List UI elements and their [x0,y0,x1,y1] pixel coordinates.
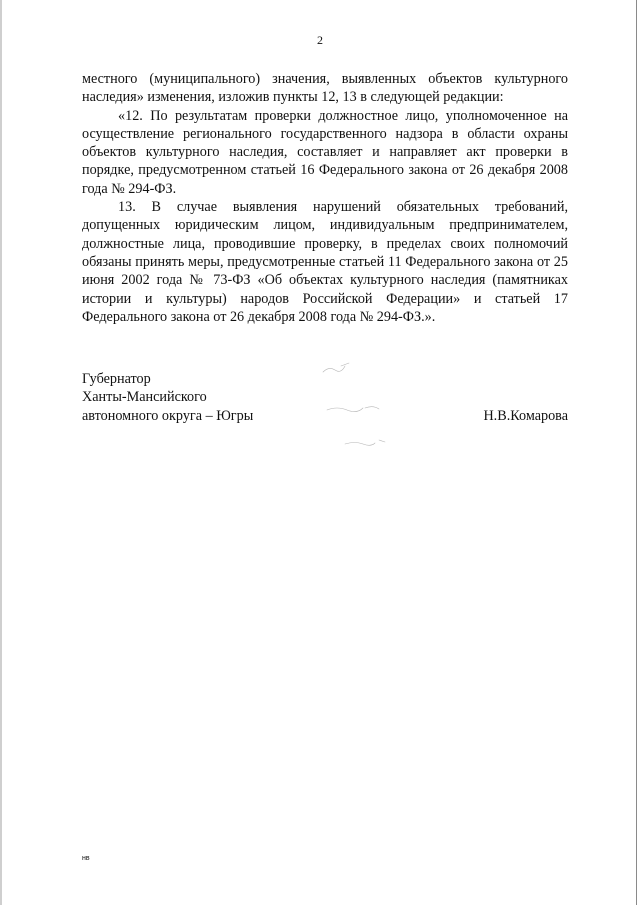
page-left-edge [0,0,2,905]
paragraph-item-12: «12. По результатам проверки должностное лицо, уполномоченное на осуществление регионального государственного надзора в области охраны объектов культурного наследия, составляет и направляет акт проверки в порядке, предусмотренном статьей 16 Федерального закона от 26 декабря 2008 года № 294-ФЗ. [82,107,568,197]
paragraph-item-13: 13. В случае выявления нарушений обязательных требований, допущенных юридическим лицом, индивидуальным предпринимателем, должностные лица, проводившие проверку, в пределах своих полномочий обязаны принять меры, предусмотренные статьей 11 Федерального закона от 25 июня 2002 года № 73-ФЗ «Об объектах культурного наследия (памятниках истории и культуры) народов Российской Федерации» и статьей 17 Федерального закона от 26 декабря 2008 года № 294-ФЗ.». [82,199,568,325]
footer-initials: нв [82,855,90,862]
signature-block [82,370,568,425]
signatory-name: Н.В.Комарова [483,407,568,424]
signatory-title-line-1: Губернатор [82,371,151,387]
signatory-title-line-2: Ханты-Мансийского [82,389,207,406]
page-right-edge [636,0,637,905]
page-number: 2 [317,33,323,47]
signatory-title-line-3: автономного округа – Югры [82,407,254,424]
paragraph-intro: местного (муниципального) значения, выявленных объектов культурного наследия» изменения, изложив пункты 12, 13 в следующей редакции: [82,71,568,106]
document-body [82,70,568,326]
